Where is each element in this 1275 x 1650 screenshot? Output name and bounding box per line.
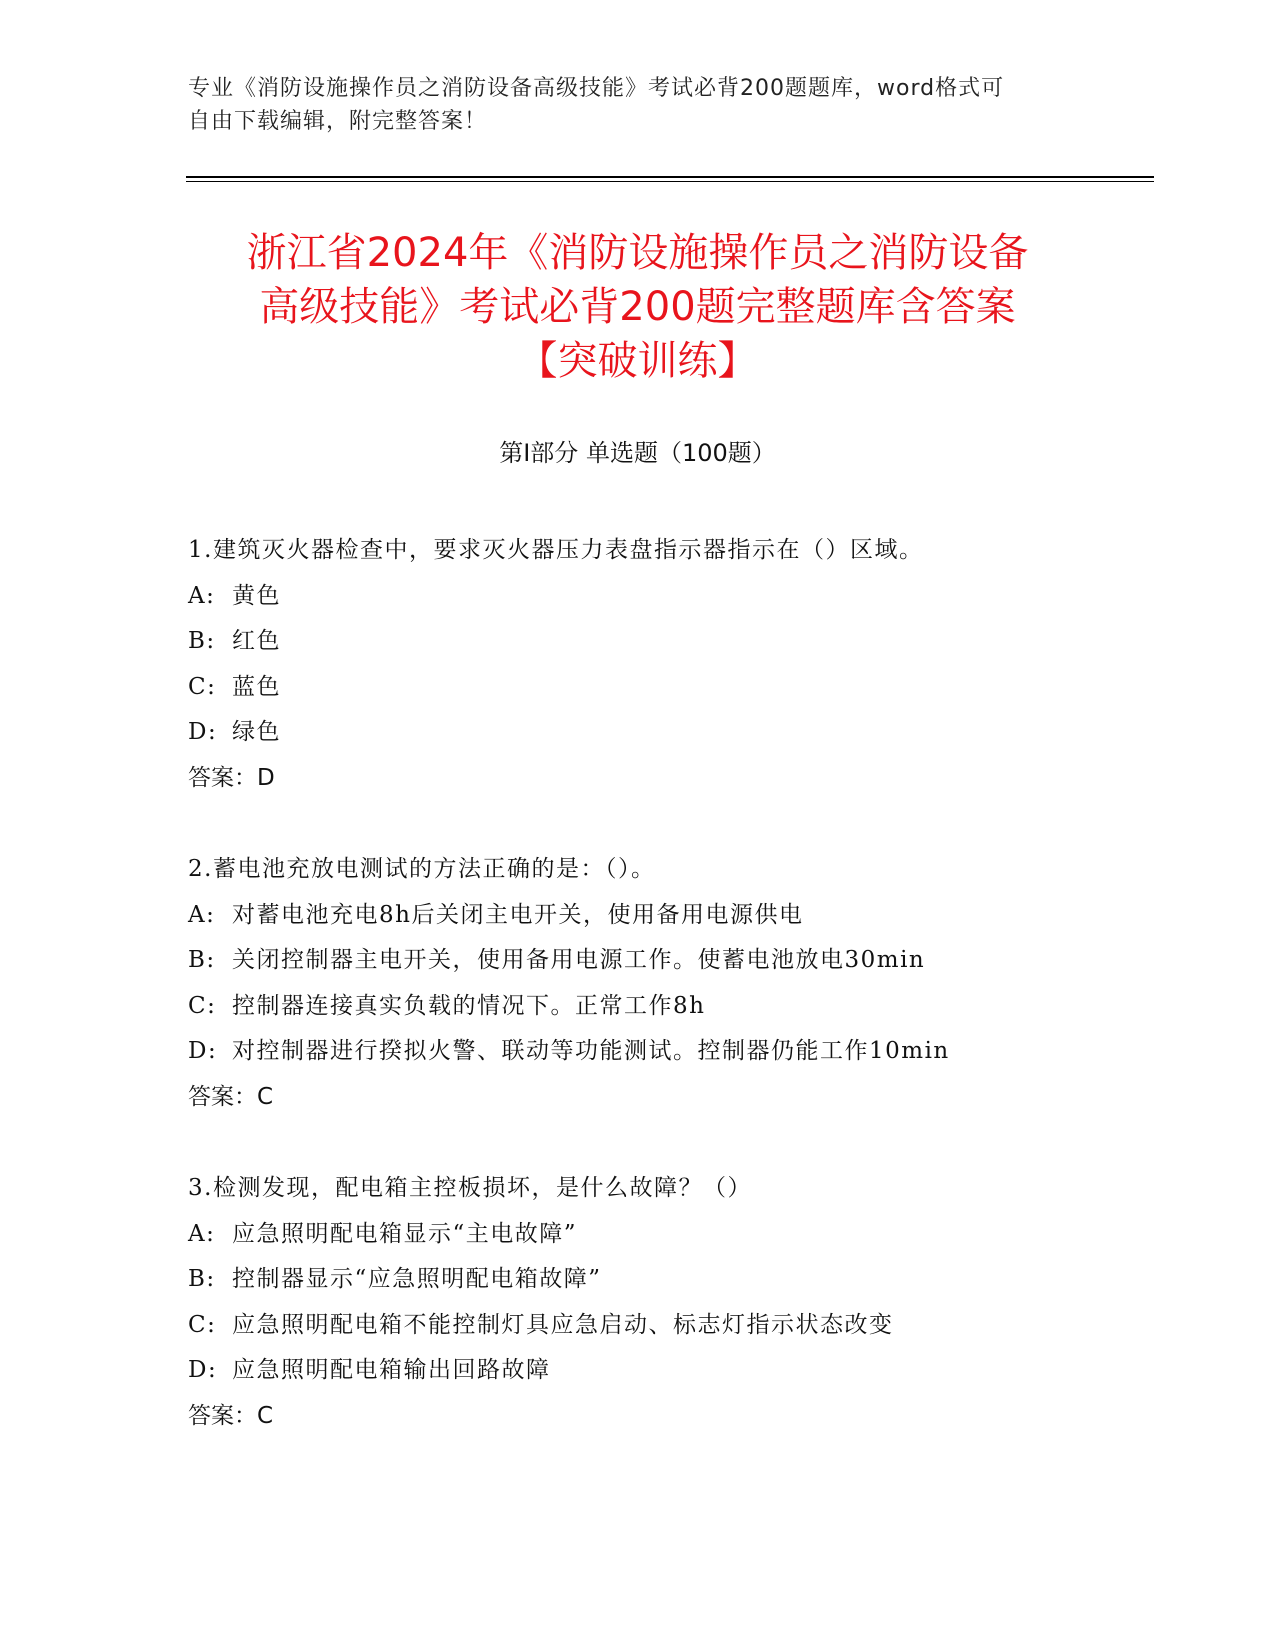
header-note-line-2: 自由下载编辑，附完整答案！	[188, 109, 488, 134]
option-text: 应急照明配电箱显示“主电故障”	[232, 1220, 578, 1247]
option-letter: B:	[188, 1266, 216, 1292]
header-note	[188, 72, 1088, 138]
question-option	[188, 574, 1148, 620]
document-title-line-3: 【突破训练】	[517, 338, 758, 384]
option-letter: D:	[188, 1038, 218, 1064]
option-text: 控制器连接真实负载的情况下。正常工作8h	[232, 992, 706, 1019]
question-list	[188, 528, 1148, 1485]
question-item	[188, 847, 1148, 1120]
question-option	[188, 1303, 1148, 1349]
option-text: 绿色	[232, 719, 281, 745]
option-text: 应急照明配电箱不能控制灯具应急启动、标志灯指示状态改变	[232, 1311, 894, 1338]
option-text: 对控制器进行揆拟火警、联动等功能测试。控制器仍能工作10min	[232, 1038, 950, 1064]
option-text: 控制器显示“应急照明配电箱故障”	[232, 1266, 602, 1292]
question-answer: 答案：D	[188, 764, 275, 791]
option-text: 红色	[232, 628, 281, 654]
question-option	[188, 893, 1148, 939]
option-letter: D:	[188, 1357, 218, 1383]
option-letter: B:	[188, 947, 216, 973]
question-option	[188, 1212, 1148, 1258]
option-text: 黄色	[232, 582, 281, 609]
question-option	[188, 1257, 1148, 1303]
question-option	[188, 619, 1148, 665]
question-stem: 3.检测发现，配电箱主控板损坏，是什么故障？（）	[188, 1175, 752, 1201]
header-divider-thick	[186, 176, 1154, 178]
section-title: 第Ⅰ部分 单选题（100题）	[499, 439, 776, 467]
question-item	[188, 1166, 1148, 1439]
header-divider-thin	[186, 181, 1154, 182]
question-option	[188, 710, 1148, 756]
option-letter: C:	[188, 992, 217, 1019]
option-letter: A:	[188, 1220, 216, 1247]
question-option	[188, 665, 1148, 711]
question-option	[188, 984, 1148, 1030]
option-text: 关闭控制器主电开关，使用备用电源工作。使蓄电池放电30min	[232, 947, 926, 973]
question-option	[188, 1348, 1148, 1394]
option-letter: D:	[188, 719, 218, 745]
question-option	[188, 1029, 1148, 1075]
question-answer: 答案：C	[188, 1402, 274, 1429]
option-text: 对蓄电池充电8h后关闭主电开关，使用备用电源供电	[232, 901, 804, 928]
option-text: 应急照明配电箱输出回路故障	[232, 1357, 551, 1383]
option-letter: B:	[188, 628, 216, 654]
option-text: 蓝色	[232, 673, 281, 700]
document-title-line-2: 高级技能》考试必背200题完整题库含答案	[259, 284, 1016, 330]
question-answer: 答案：C	[188, 1083, 274, 1110]
option-letter: A:	[188, 901, 216, 928]
document-title-line-1: 浙江省2024年《消防设施操作员之消防设备	[246, 230, 1029, 276]
option-letter: C:	[188, 1311, 217, 1338]
question-item	[188, 528, 1148, 801]
option-letter: A:	[188, 582, 216, 609]
question-stem: 1.建筑灭火器检查中，要求灭火器压力表盘指示器指示在（）区域。	[188, 537, 924, 563]
header-note-line-1: 专业《消防设施操作员之消防设备高级技能》考试必背200题题库，word格式可	[188, 76, 1005, 101]
option-letter: C:	[188, 673, 217, 700]
document-title	[160, 226, 1115, 388]
question-option	[188, 938, 1148, 984]
question-stem: 2.蓄电池充放电测试的方法正确的是：（）。	[188, 856, 656, 882]
